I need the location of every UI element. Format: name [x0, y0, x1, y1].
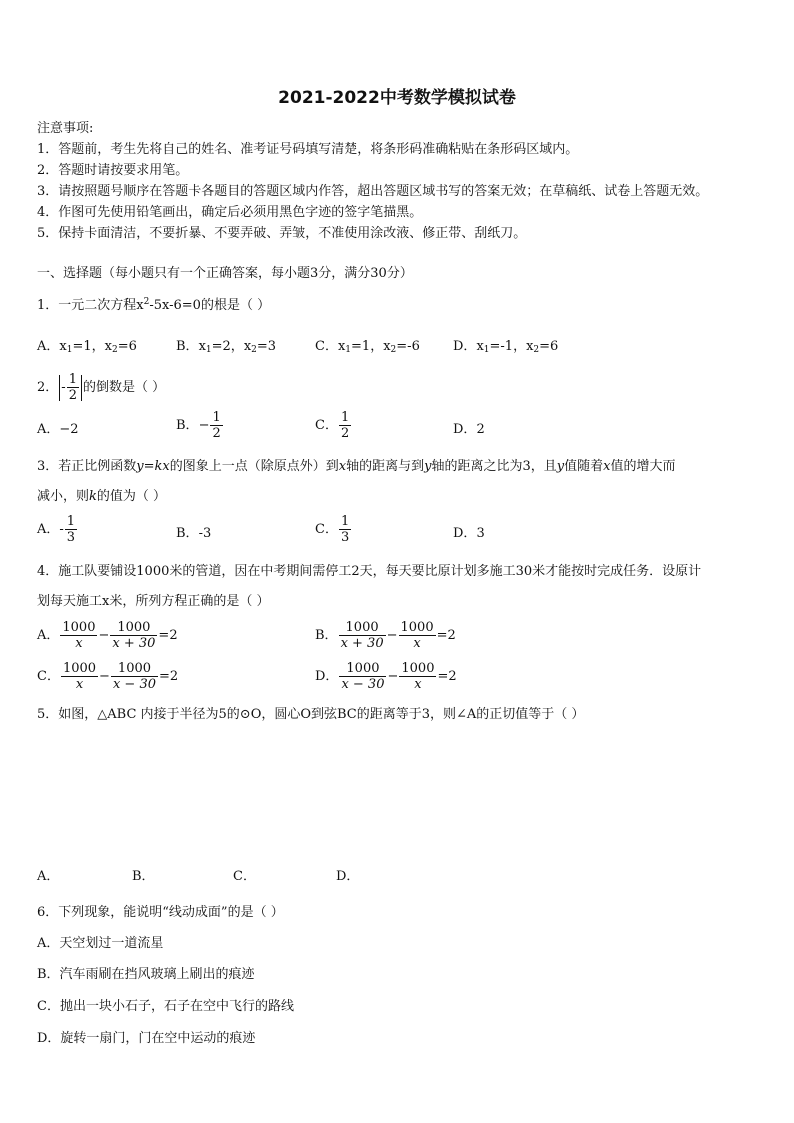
- sub: 1: [483, 345, 490, 355]
- q1-option-b: [176, 340, 276, 355]
- q1-var: x: [136, 298, 144, 313]
- q6-option-d: D．旋转一扇门，门在空中运动的痕迹: [37, 1031, 256, 1046]
- operator: −: [386, 628, 398, 643]
- q5-option-d: D．: [336, 869, 360, 884]
- denominator: 3: [340, 530, 350, 545]
- option-label: D．: [453, 422, 477, 437]
- sign: -: [59, 522, 64, 537]
- section-heading: 一、选择题（每小题只有一个正确答案，每小题3分，满分30分）: [37, 266, 413, 281]
- notice-item: 3．请按照题号顺序在答题卡各题目的答题区域内作答，超出答题区域书写的答案无效；在草稿纸、试卷上答题无效。: [37, 184, 709, 199]
- rhs: =2: [158, 669, 179, 684]
- question-3-stem-line1: [37, 460, 676, 473]
- var: x: [383, 339, 391, 354]
- question-5-stem: 5．如图，△ABC 内接于半径为5的⊙O，圆心O到弦BC的距离等于3，则∠A的正切值等于（ ）: [37, 707, 585, 722]
- option-label: D．: [315, 669, 339, 684]
- numerator: 1000: [117, 661, 152, 676]
- value: =-6: [396, 339, 420, 354]
- rhs: =2: [158, 628, 178, 643]
- option-value: −2: [59, 422, 79, 437]
- notice-item: 5．保持卡面清洁，不要折暴、不要弄破、弄皱，不准使用涂改液、修正带、刮纸刀。: [37, 226, 527, 241]
- q2-option-c: [315, 410, 352, 441]
- fraction: [339, 410, 351, 441]
- question-1-stem: [37, 298, 270, 312]
- q6-option-c: C．抛出一块小石子，石子在空中飞行的路线: [37, 999, 294, 1014]
- var: x: [603, 459, 611, 474]
- q4-option-a: [37, 620, 178, 651]
- numerator: 1000: [117, 620, 151, 635]
- text: 3．若正比例函数: [37, 459, 137, 474]
- value: =6: [117, 339, 137, 354]
- var: x: [104, 339, 112, 354]
- numerator: 1: [66, 514, 76, 529]
- numerator: 1000: [62, 661, 97, 676]
- option-value: -3: [198, 526, 212, 541]
- q1-text: 1．一元二次方程: [37, 298, 137, 313]
- notice-item: 2．答题时请按要求用笔。: [37, 163, 189, 178]
- numerator: 1: [340, 410, 350, 425]
- abs-bar-right: [81, 375, 82, 401]
- notice-heading: 注意事项:: [37, 121, 94, 136]
- question-6-stem: 6．下列现象，能说明“线动成面”的是（ ）: [37, 905, 284, 920]
- denominator: x + 30: [340, 636, 384, 651]
- sub: 2: [251, 345, 257, 355]
- question-4-stem-line2: 划每天施工x米，所列方程正确的是（ ）: [37, 594, 270, 609]
- fraction: [339, 514, 351, 545]
- page-title: 2021-2022中考数学模拟试卷: [278, 88, 516, 108]
- denominator: x − 30: [112, 677, 156, 692]
- rhs: =2: [437, 669, 457, 684]
- var: kx: [154, 459, 170, 474]
- fraction: [60, 620, 97, 651]
- denominator: x: [399, 676, 436, 692]
- numerator: 1000: [345, 620, 379, 635]
- operator: −: [98, 628, 110, 643]
- q3-option-a: [37, 514, 78, 545]
- denominator: 2: [340, 426, 350, 441]
- option-value: 3: [476, 526, 485, 541]
- option-label: D．: [453, 526, 477, 541]
- q5-option-a: A．: [37, 869, 60, 884]
- question-3-stem-line2: [37, 490, 166, 503]
- question-4-stem-line1: 4．施工队要铺设1000米的管道，因在中考期间需停工2天，每天要比原计划多施工30米才能按时完成任务．设原计: [37, 564, 702, 579]
- option-label: A．: [37, 422, 60, 437]
- q4-option-c: [37, 661, 178, 692]
- text: 的值为（ ）: [96, 489, 167, 504]
- q1-eq: -5x-6=0: [149, 298, 201, 313]
- q2-option-a: [37, 423, 79, 436]
- q2-option-d: [453, 423, 485, 436]
- operator: −: [387, 669, 399, 684]
- var: y: [556, 459, 565, 474]
- numerator: 1: [68, 372, 77, 387]
- option-label: A．: [37, 628, 60, 643]
- sub: 1: [66, 345, 73, 355]
- var: y: [136, 459, 144, 474]
- var: x: [59, 339, 67, 354]
- q5-option-b: B．: [132, 869, 155, 884]
- option-label: C．: [315, 339, 338, 354]
- notice-item: 4．作图可先使用铅笔画出，确定后必须用黑色字迹的签字笔描黑。: [37, 205, 423, 220]
- sub: 2: [533, 345, 540, 355]
- option-label: A．: [37, 522, 60, 537]
- notice-item: 1．答题前，考生先将自己的姓名、准考证号码填写清楚，将条形码准确粘贴在条形码区域内。: [37, 142, 579, 157]
- q3-option-b: [176, 527, 211, 540]
- var: x: [198, 339, 206, 354]
- option-label: B．: [176, 526, 199, 541]
- text: =: [143, 459, 155, 474]
- numerator: 1000: [62, 620, 96, 635]
- sub: 2: [111, 345, 118, 355]
- q1-option-d: [453, 340, 558, 355]
- q2-fraction: [67, 372, 79, 403]
- fraction: [65, 514, 77, 545]
- numerator: 1: [340, 514, 350, 529]
- numerator: 1000: [346, 661, 380, 676]
- value: =1，: [72, 339, 105, 354]
- denominator: x: [60, 635, 97, 651]
- q1-exp: 2: [143, 297, 150, 307]
- text: 的图象上一点（除原点外）到: [169, 459, 339, 474]
- text: 轴的距离之比为3，且: [431, 459, 557, 474]
- sub: 1: [205, 345, 212, 355]
- q4-option-b: [315, 620, 456, 651]
- rhs: =2: [436, 628, 456, 643]
- denominator: x + 30: [112, 636, 156, 651]
- fraction: [61, 661, 98, 692]
- option-value: 2: [476, 422, 485, 437]
- option-label: B．: [176, 339, 199, 354]
- text: 值随着: [564, 459, 604, 474]
- sub: 2: [390, 345, 397, 355]
- q4-option-d: [315, 661, 457, 692]
- option-label: D．: [453, 339, 477, 354]
- q2-minus: -: [61, 380, 66, 395]
- value: =6: [539, 339, 559, 354]
- var: x: [476, 339, 484, 354]
- fraction: [399, 661, 436, 692]
- option-label: C．: [37, 669, 60, 684]
- option-label: B．: [315, 628, 338, 643]
- text: 值的增大而: [610, 459, 676, 474]
- q2-option-b: [176, 410, 224, 441]
- fraction: [339, 661, 386, 692]
- option-label: B．: [176, 418, 199, 433]
- numerator: 1000: [400, 620, 434, 635]
- q2-number: 2．: [37, 380, 59, 395]
- numerator: 1000: [401, 661, 435, 676]
- fraction: [210, 410, 222, 441]
- option-label: C．: [315, 522, 338, 537]
- var: y: [424, 459, 432, 474]
- value: =-1，: [489, 339, 527, 354]
- question-2-stem: [37, 372, 165, 403]
- var: k: [89, 489, 97, 504]
- value: =1，: [351, 339, 384, 354]
- q2-text-post: 的倒数是（ ）: [82, 380, 166, 395]
- fraction: [399, 620, 436, 651]
- q3-option-c: [315, 514, 352, 545]
- q6-option-a: A．天空划过一道流星: [37, 936, 164, 951]
- q1-option-a: [37, 340, 137, 355]
- denominator: 3: [66, 530, 76, 545]
- numerator: 1: [212, 410, 221, 425]
- fraction: [110, 620, 157, 651]
- text: 轴的距离与到: [346, 459, 425, 474]
- option-label: C．: [315, 418, 338, 433]
- sign: −: [198, 418, 210, 433]
- var: x: [243, 339, 252, 354]
- operator: −: [99, 669, 110, 684]
- value: =3: [256, 339, 277, 354]
- q6-option-b: B．汽车雨刷在挡风玻璃上刷出的痕迹: [37, 967, 255, 982]
- denominator: x: [61, 676, 98, 692]
- denominator: x − 30: [341, 677, 385, 692]
- var: x: [526, 339, 534, 354]
- denominator: x: [399, 635, 436, 651]
- fraction: [111, 661, 158, 692]
- denominator: 2: [212, 426, 221, 441]
- q5-option-c: C．: [233, 869, 256, 884]
- var: x: [337, 339, 346, 354]
- q1-text-post: 的根是（ ）: [200, 298, 271, 313]
- q3-option-d: [453, 527, 485, 540]
- text: 减小，则: [37, 489, 90, 504]
- option-label: A．: [37, 339, 60, 354]
- q1-option-c: [315, 340, 420, 355]
- fraction: [339, 620, 386, 651]
- value: =2，: [211, 339, 244, 354]
- sub: 1: [345, 345, 352, 355]
- var: x: [338, 459, 347, 474]
- denominator: 2: [68, 388, 77, 403]
